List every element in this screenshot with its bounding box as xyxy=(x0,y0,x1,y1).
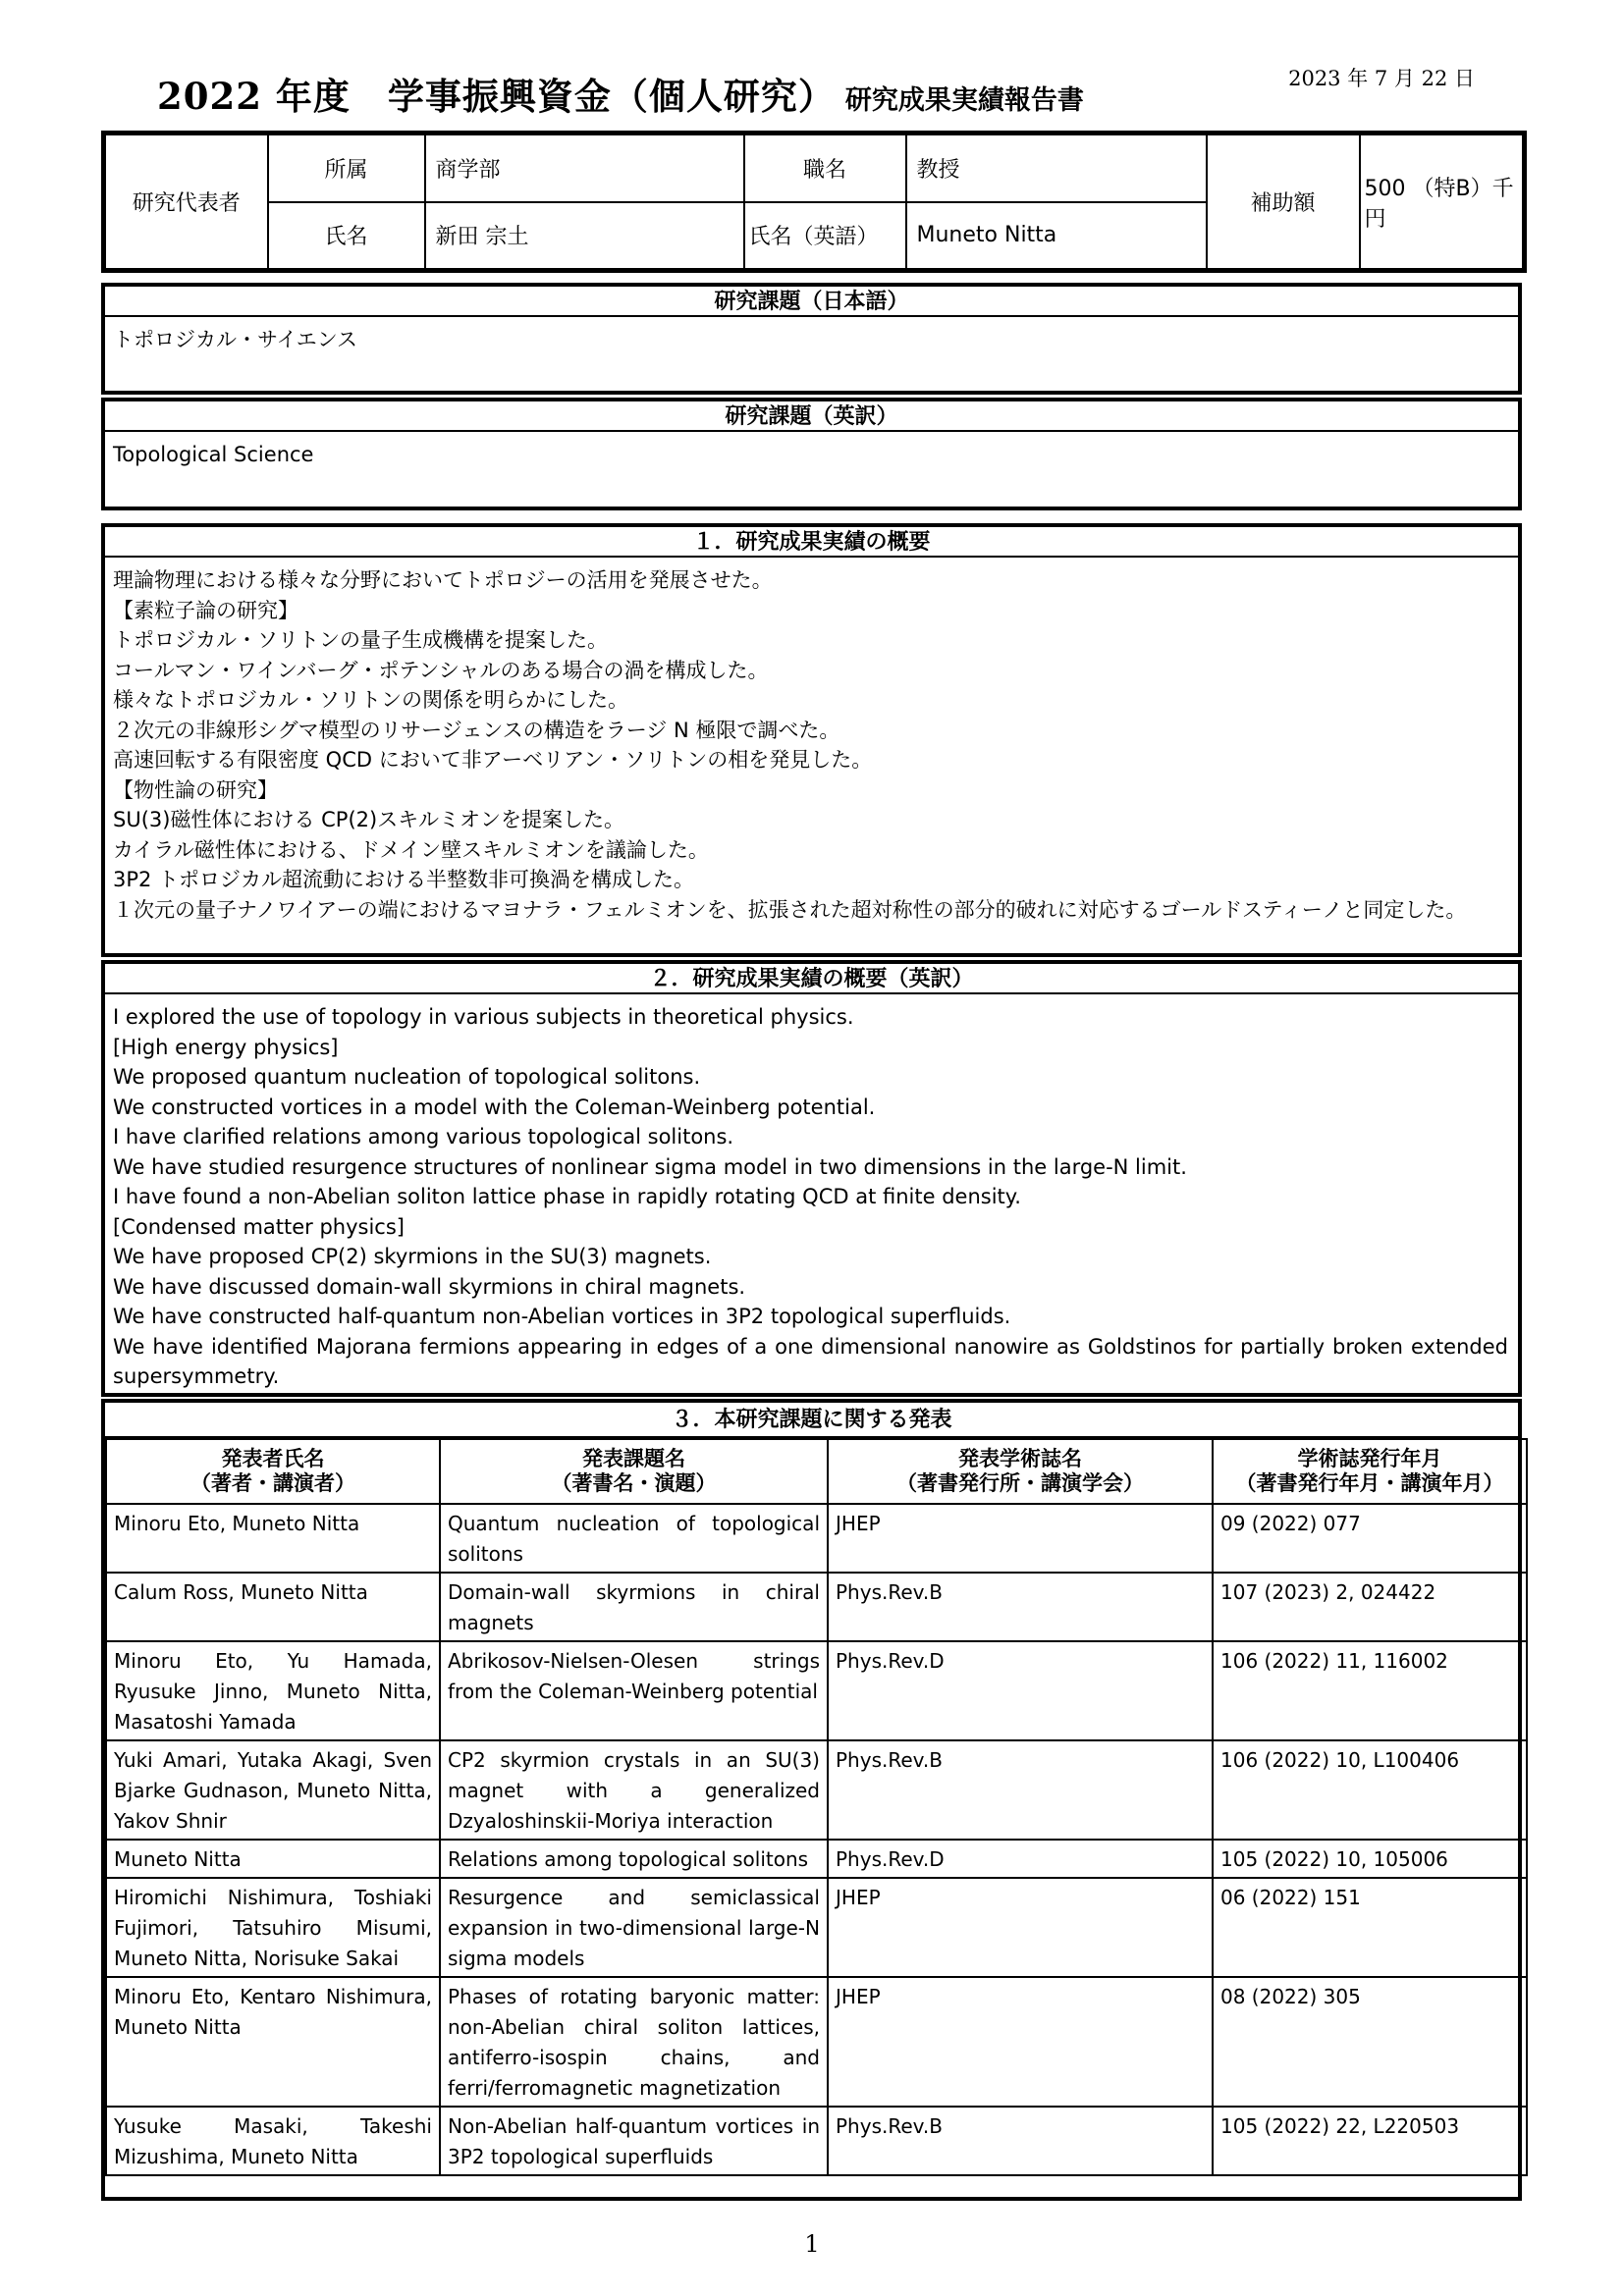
pub-journal: JHEP xyxy=(828,1504,1213,1573)
section2-line: We constructed vortices in a model with the Coleman-Weinberg potential. xyxy=(113,1095,876,1119)
pub-authors: Muneto Nitta xyxy=(106,1840,440,1878)
section1-line: 様々なトポロジカル・ソリトンの関係を明らかにした。 xyxy=(113,688,628,712)
subsidy-value: 500 （特B）千円 xyxy=(1360,133,1525,271)
report-content xyxy=(101,131,1522,2201)
topic-ja-header: 研究課題（日本語） xyxy=(105,287,1518,317)
pub-journal: JHEP xyxy=(828,1977,1213,2107)
section2-line: We have discussed domain-wall skyrmions in chiral magnets. xyxy=(113,1274,746,1299)
pub-authors: Minoru Eto, Muneto Nitta xyxy=(106,1504,440,1573)
page-number: 1 xyxy=(804,2230,820,2258)
section1-body xyxy=(105,558,1518,925)
section1-line: ２次元の非線形シグマ模型のリサージェンスの構造をラージ N 極限で調べた。 xyxy=(113,718,840,742)
pub-journal: Phys.Rev.D xyxy=(828,1840,1213,1878)
section1-line: 3P2 トポロジカル超流動における半整数非可換渦を構成した。 xyxy=(113,868,695,891)
table-row xyxy=(106,1573,1527,1641)
col-header-authors: 発表者氏名 （著者・講演者） xyxy=(106,1439,440,1504)
table-row xyxy=(106,1641,1527,1740)
pub-authors: Hiromichi Nishimura, Toshiaki Fujimori, Tatsuhiro Misumi, Muneto Nitta, Norisuke Sakai xyxy=(106,1878,440,1977)
section2-line: I have clarified relations among various topological solitons. xyxy=(113,1125,734,1148)
topic-en-box xyxy=(101,398,1522,510)
page-title xyxy=(157,67,1084,120)
pub-title: Domain-wall skyrmions in chiral magnets xyxy=(440,1573,828,1641)
section1-line: トポロジカル・ソリトンの量子生成機構を提案した。 xyxy=(113,628,608,652)
section1-box xyxy=(101,523,1522,957)
section1-line: 【素粒子論の研究】 xyxy=(113,598,298,622)
topic-ja-content xyxy=(105,317,1518,355)
section2-line: [High energy physics] xyxy=(113,1035,339,1059)
name-value: 新田 宗土 xyxy=(425,202,744,271)
pub-journal: Phys.Rev.B xyxy=(828,2107,1213,2175)
pub-authors: Calum Ross, Muneto Nitta xyxy=(106,1573,440,1641)
pub-date: 08 (2022) 305 xyxy=(1213,1977,1527,2107)
pub-title: Abrikosov-Nielsen-Olesen strings from the Coleman-Weinberg potential xyxy=(440,1641,828,1740)
section1-line: SU(3)磁性体における CP(2)スキルミオンを提案した。 xyxy=(113,808,624,831)
section3-box xyxy=(101,1399,1522,2201)
pub-date: 09 (2022) 077 xyxy=(1213,1504,1527,1573)
section2-line: [Condensed matter physics] xyxy=(113,1214,405,1239)
name-en-label: 氏名（英語） xyxy=(744,202,906,271)
section2-line: We have identified Majorana fermions appearing in edges of a one dimensional nanowire as Goldstinos for partially broken extended supersymmetry. xyxy=(113,1334,1508,1388)
pub-date: 107 (2023) 2, 024422 xyxy=(1213,1573,1527,1641)
pub-date: 105 (2022) 22, L220503 xyxy=(1213,2107,1527,2175)
pub-title: Relations among topological solitons xyxy=(440,1840,828,1878)
position-value: 教授 xyxy=(906,133,1207,202)
section3-header: ３．本研究課題に関する発表 xyxy=(105,1403,1518,1438)
section2-header: ２．研究成果実績の概要（英訳） xyxy=(105,964,1518,994)
table-row xyxy=(106,1977,1527,2107)
section1-line: 高速回転する有限密度 QCD において非アーベリアン・ソリトンの相を発見した。 xyxy=(113,748,873,772)
rep-label: 研究代表者 xyxy=(104,133,268,271)
pub-journal: Phys.Rev.D xyxy=(828,1641,1213,1740)
name-en-value: Muneto Nitta xyxy=(906,202,1207,271)
section2-line: We have constructed half-quantum non-Abelian vortices in 3P2 topological superfluids. xyxy=(113,1305,1011,1328)
pub-date: 105 (2022) 10, 105006 xyxy=(1213,1840,1527,1878)
pub-title: CP2 skyrmion crystals in an SU(3) magnet with a generalized Dzyaloshinskii-Moriya interaction xyxy=(440,1740,828,1840)
topic-en-content xyxy=(105,432,1518,470)
publications-table xyxy=(105,1438,1528,2176)
section2-body xyxy=(105,994,1518,1392)
topic-ja-box xyxy=(101,283,1522,395)
section2-box xyxy=(101,960,1522,1397)
table-row xyxy=(106,1878,1527,1977)
topic-ja-text: トポロジカル・サイエンス xyxy=(113,328,358,351)
table-row xyxy=(104,133,1525,202)
pub-authors: Yusuke Masaki, Takeshi Mizushima, Muneto Nitta xyxy=(106,2107,440,2175)
affiliation-label: 所属 xyxy=(268,133,425,202)
position-label: 職名 xyxy=(744,133,906,202)
section2-line: I have found a non-Abelian soliton lattice phase in rapidly rotating QCD at finite density. xyxy=(113,1185,1021,1208)
pub-date: 06 (2022) 151 xyxy=(1213,1878,1527,1977)
pub-title: Quantum nucleation of topological solitons xyxy=(440,1504,828,1573)
pub-journal: Phys.Rev.B xyxy=(828,1740,1213,1840)
pub-journal: JHEP xyxy=(828,1878,1213,1977)
page-title-sub: 研究成果実績報告書 xyxy=(844,85,1084,116)
section2-line: We have proposed CP(2) skyrmions in the SU(3) magnets. xyxy=(113,1245,712,1268)
topic-en-text: Topological Science xyxy=(113,443,314,466)
section2-line: We proposed quantum nucleation of topological solitons. xyxy=(113,1065,701,1089)
name-label: 氏名 xyxy=(268,202,425,271)
pub-authors: Minoru Eto, Yu Hamada, Ryusuke Jinno, Muneto Nitta, Masatoshi Yamada xyxy=(106,1641,440,1740)
pub-title: Resurgence and semiclassical expansion in two-dimensional large-N sigma models xyxy=(440,1878,828,1977)
pub-title: Non-Abelian half-quantum vortices in 3P2 topological superfluids xyxy=(440,2107,828,2175)
pub-journal: Phys.Rev.B xyxy=(828,1573,1213,1641)
table-row xyxy=(106,1740,1527,1840)
section1-line: 【物性論の研究】 xyxy=(113,777,278,802)
topic-en-header: 研究課題（英訳） xyxy=(105,401,1518,432)
subsidy-label: 補助額 xyxy=(1207,133,1360,271)
researcher-info-table xyxy=(101,131,1527,273)
pub-authors: Yuki Amari, Yutaka Akagi, Sven Bjarke Gudnason, Muneto Nitta, Yakov Shnir xyxy=(106,1740,440,1840)
pub-date: 106 (2022) 11, 116002 xyxy=(1213,1641,1527,1740)
table-row xyxy=(106,2107,1527,2175)
affiliation-value: 商学部 xyxy=(425,133,744,202)
table-row xyxy=(106,1840,1527,1878)
pub-date: 106 (2022) 10, L100406 xyxy=(1213,1740,1527,1840)
section1-line: カイラル磁性体における、ドメイン壁スキルミオンを議論した。 xyxy=(113,837,709,862)
col-header-journal: 発表学術誌名 （著書発行所・講演学会） xyxy=(828,1439,1213,1504)
section2-line: We have studied resurgence structures of nonlinear sigma model in two dimensions in the large-N limit. xyxy=(113,1154,1187,1179)
table-row xyxy=(106,1504,1527,1573)
col-header-date: 学術誌発行年月 （著書発行年月・講演年月） xyxy=(1213,1439,1527,1504)
col-header-title: 発表課題名 （著書名・演題） xyxy=(440,1439,828,1504)
report-date: 2023 年 7 月 22 日 xyxy=(1288,67,1475,90)
section2-line: I explored the use of topology in various subjects in theoretical physics. xyxy=(113,1005,854,1029)
section1-header: １．研究成果実績の概要 xyxy=(105,527,1518,558)
section1-line: コールマン・ワインバーグ・ポテンシャルのある場合の渦を構成した。 xyxy=(113,658,769,682)
publications-header-row xyxy=(106,1439,1527,1504)
pub-title: Phases of rotating baryonic matter: non-Abelian chiral soliton lattices, antiferro-isospin chains, and ferri/ferromagnetic magnetization xyxy=(440,1977,828,2107)
section1-line: 理論物理における様々な分野においてトポロジーの活用を発展させた。 xyxy=(113,568,773,592)
pub-authors: Minoru Eto, Kentaro Nishimura, Muneto Nitta xyxy=(106,1977,440,2107)
page-title-main: 2022 年度 学事振興資金（個人研究） xyxy=(157,75,836,118)
section1-line: １次元の量子ナノワイアーの端におけるマヨナラ・フェルミオンを、拡張された超対称性の部分的破れに対応するゴールドスティーノと同定した。 xyxy=(113,897,1467,922)
